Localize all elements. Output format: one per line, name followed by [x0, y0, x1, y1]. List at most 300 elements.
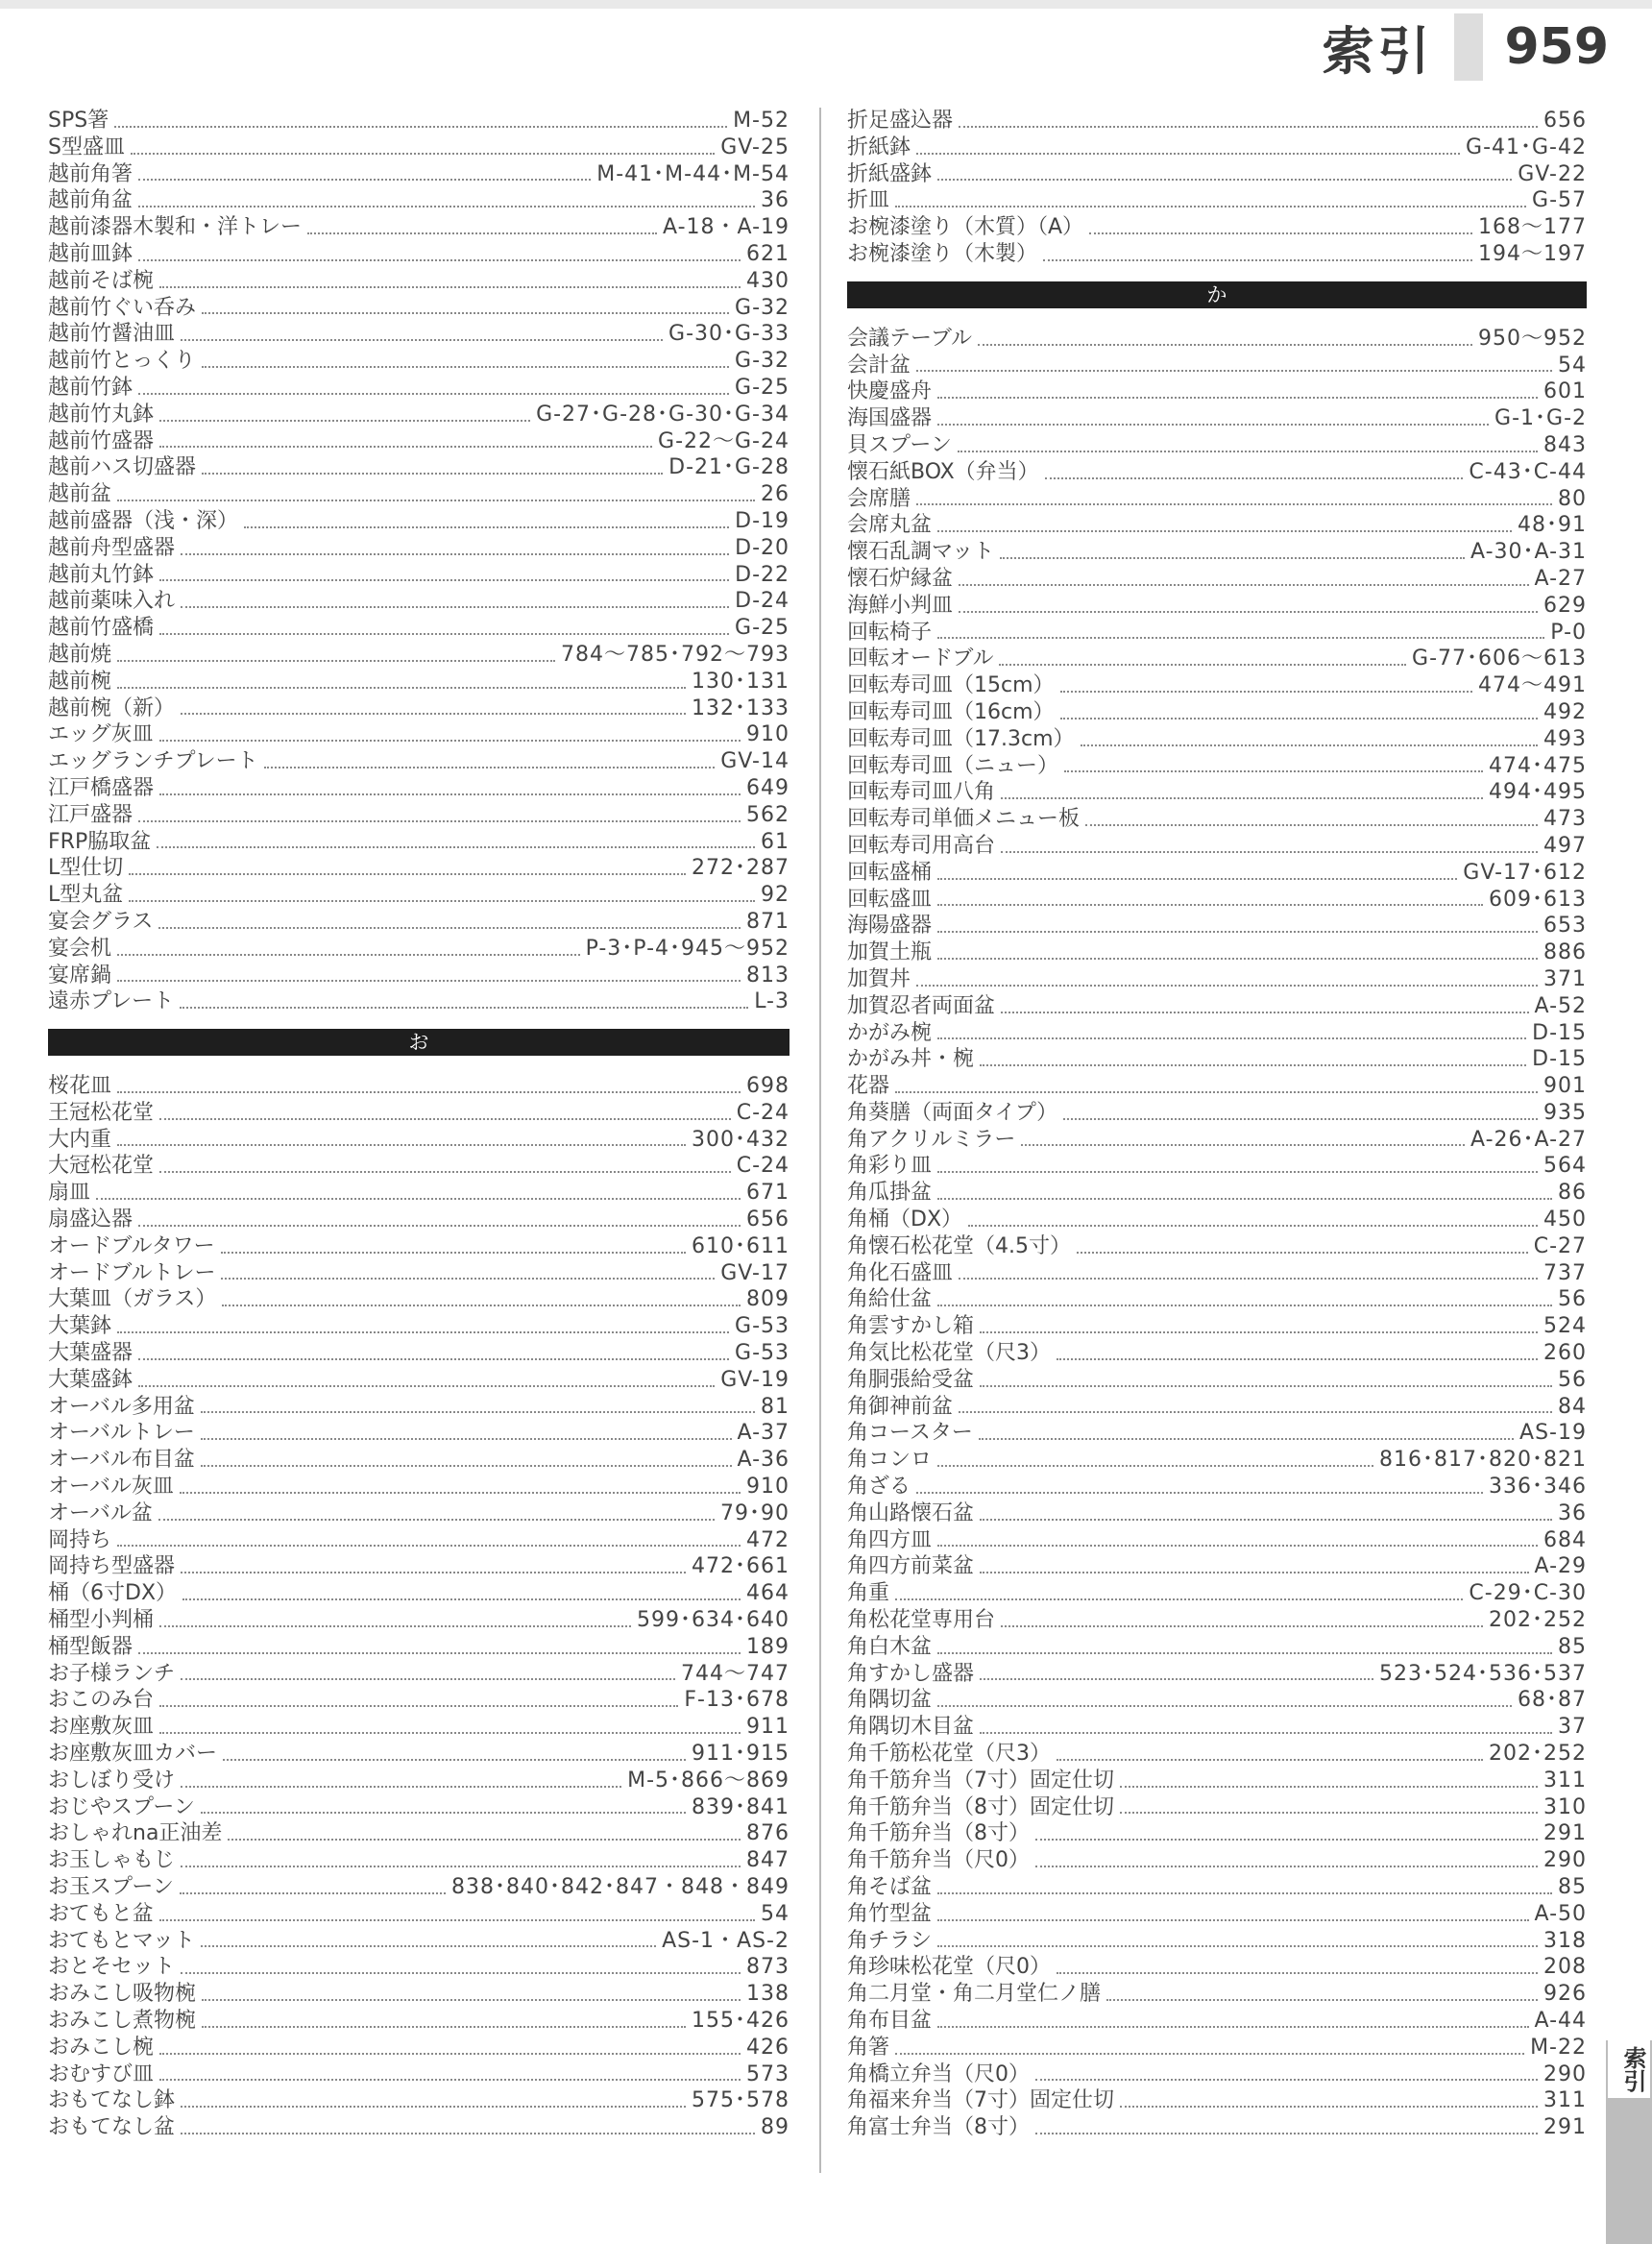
entry-page-ref: C-29･C-30 [1469, 1581, 1587, 1606]
index-entry [847, 887, 1587, 914]
entry-name: 越前竹丸鉢 [48, 402, 155, 427]
entry-name: 江戸橋盛器 [48, 775, 155, 800]
entry-name: 越前丸竹鉢 [48, 562, 155, 587]
entry-page-ref: G-53 [735, 1314, 790, 1339]
entry-name: 桶型飯器 [48, 1634, 134, 1659]
entry-page-ref: 26 [761, 482, 790, 507]
entry-name: 越前焼 [48, 642, 112, 667]
index-entry [847, 1153, 1587, 1180]
leader-dots [959, 1278, 1538, 1280]
entry-page-ref: 130･131 [692, 669, 790, 694]
leader-dots [937, 931, 1538, 933]
index-entry [48, 375, 790, 402]
entry-page-ref: 85 [1558, 1875, 1587, 1899]
index-entry [847, 2035, 1587, 2061]
index-entry [48, 1901, 790, 1928]
index-entry [847, 1447, 1587, 1474]
entry-name: 折紙鉢 [847, 134, 911, 159]
entry-name: 角松花堂専用台 [847, 1608, 996, 1633]
leader-dots [202, 2026, 686, 2028]
leader-dots [1060, 691, 1472, 693]
entry-page-ref: 291 [1543, 2115, 1587, 2140]
entry-page-ref: D-20 [735, 535, 790, 560]
leader-dots [138, 1358, 729, 1360]
entry-page-ref: 37 [1558, 1715, 1587, 1740]
leader-dots [182, 1598, 741, 1600]
entry-page-ref: 935 [1543, 1100, 1587, 1125]
leader-dots [1035, 1839, 1538, 1841]
entry-name: 会席膳 [847, 486, 911, 511]
leader-dots [937, 904, 1483, 906]
entry-name: おしゃれna正油差 [48, 1821, 223, 1846]
entry-page-ref: 472･661 [692, 1554, 790, 1579]
leader-dots [223, 1759, 686, 1761]
entry-name: 加賀丼 [847, 966, 911, 991]
entry-page-ref: 61 [761, 829, 790, 854]
leader-dots [980, 1519, 1552, 1521]
entry-page-ref: 911･915 [692, 1742, 790, 1767]
leader-dots [959, 1411, 1552, 1413]
index-entry [48, 1420, 790, 1447]
leader-dots [117, 687, 686, 689]
entry-name: 扇盛込器 [48, 1207, 134, 1232]
entry-name: 宴会机 [48, 936, 112, 961]
index-entry [847, 939, 1587, 966]
entry-name: 角チラシ [847, 1928, 933, 1953]
index-entry [847, 1127, 1587, 1154]
leader-dots [307, 232, 657, 234]
entry-name: 越前盆 [48, 482, 112, 507]
entry-name: 角葵膳（両面タイプ） [847, 1100, 1058, 1125]
entry-name: 角化石盛皿 [847, 1260, 954, 1285]
leader-dots [937, 1652, 1552, 1654]
index-entry [847, 486, 1587, 513]
index-entry [48, 748, 790, 775]
entry-name: 大葉皿（ガラス） [48, 1287, 217, 1312]
index-entry [48, 134, 790, 161]
leader-dots [978, 344, 1472, 346]
entry-page-ref: 84 [1558, 1394, 1587, 1419]
leader-dots [916, 370, 1552, 372]
entry-page-ref: 194～197 [1478, 241, 1587, 266]
index-entry [847, 1100, 1587, 1127]
entry-page-ref: 54 [1558, 353, 1587, 378]
entry-name: 角箸 [847, 2035, 890, 2060]
index-entry [48, 1313, 790, 1340]
entry-name: 越前角盆 [48, 188, 134, 213]
entry-page-ref: 85 [1558, 1634, 1587, 1659]
section-header-o: お [48, 1029, 790, 1056]
entry-name: 大冠松花堂 [48, 1154, 155, 1179]
entry-page-ref: 336･346 [1489, 1475, 1587, 1500]
leader-dots [937, 637, 1544, 639]
leader-dots [159, 1171, 731, 1173]
index-entry [847, 1874, 1587, 1901]
leader-dots [244, 526, 729, 528]
header-divider [1454, 13, 1483, 81]
entry-page-ref: A-29 [1534, 1554, 1587, 1579]
entry-page-ref: 950～952 [1478, 326, 1587, 351]
leader-dots [937, 1198, 1552, 1200]
leader-dots [1021, 1144, 1465, 1146]
leader-dots [937, 179, 1512, 181]
index-entry [48, 2035, 790, 2061]
index-entry [48, 1847, 790, 1874]
leader-dots [180, 1007, 748, 1009]
entry-page-ref: 684 [1543, 1527, 1587, 1552]
entry-page-ref: GV-22 [1518, 161, 1587, 186]
leader-dots [201, 1438, 732, 1440]
index-entry [48, 268, 790, 295]
entry-page-ref: 784～785･792～793 [561, 642, 790, 667]
index-entry [48, 1180, 790, 1207]
right-entries-ka [847, 326, 1587, 2141]
entry-name: おてもと盆 [48, 1901, 154, 1926]
entry-page-ref: 474～491 [1478, 673, 1587, 698]
entry-page-ref: 573 [746, 2061, 790, 2086]
entry-page-ref: 472 [746, 1527, 790, 1552]
leader-dots [159, 1118, 731, 1120]
entry-name: 角気比松花堂（尺3） [847, 1341, 1051, 1366]
entry-name: 回転オードブル [847, 646, 994, 671]
index-entry [48, 1661, 790, 1688]
entry-name: 岡持ち [48, 1527, 112, 1552]
entry-page-ref: AS-1・AS-2 [662, 1928, 790, 1953]
entry-page-ref: 621 [746, 241, 790, 266]
index-entry [48, 1607, 790, 1634]
entry-name: エッグランチプレート [48, 749, 258, 774]
leader-dots [181, 1972, 741, 1974]
leader-dots [980, 1678, 1373, 1680]
entry-page-ref: G-53 [735, 1341, 790, 1366]
entry-page-ref: G-32 [735, 295, 790, 320]
entry-name: 回転寿司単価メニュー板 [847, 807, 1081, 832]
entry-name: 角千筋弁当（7寸）固定仕切 [847, 1768, 1114, 1793]
index-entry [48, 2114, 790, 2141]
entry-name: 角富士弁当（8寸） [847, 2115, 1030, 2140]
entry-name: 角懐石松花堂（4.5寸） [847, 1233, 1071, 1258]
entry-page-ref: GV-14 [720, 749, 790, 774]
entry-page-ref: 48･91 [1518, 513, 1587, 538]
index-entry [847, 1954, 1587, 1981]
entry-page-ref: 494･495 [1489, 780, 1587, 805]
entry-name: おてもとマット [48, 1928, 195, 1953]
entry-page-ref: 497 [1543, 833, 1587, 858]
leader-dots [157, 846, 755, 848]
index-entry [48, 241, 790, 268]
entry-page-ref: F-13･678 [684, 1688, 790, 1713]
entry-page-ref: 54 [761, 1901, 790, 1926]
leader-dots [159, 2053, 741, 2055]
entry-page-ref: 601 [1543, 379, 1587, 404]
entry-page-ref: 609･613 [1489, 887, 1587, 912]
entry-name: 角千筋弁当（8寸） [847, 1821, 1030, 1846]
entry-name: 懐石紙BOX（弁当） [847, 459, 1039, 484]
leader-dots [1057, 1759, 1483, 1761]
leader-dots [937, 424, 1489, 426]
index-entry [48, 1874, 790, 1901]
entry-page-ref: 524 [1543, 1314, 1587, 1339]
entry-name: 桶型小判桶 [48, 1608, 155, 1633]
index-entry [48, 161, 790, 188]
index-entry [847, 1768, 1587, 1794]
entry-page-ref: 816･817･820･821 [1379, 1448, 1587, 1473]
entry-page-ref: A-27 [1534, 566, 1587, 591]
entry-page-ref: 310 [1543, 1794, 1587, 1819]
index-entry [48, 1714, 790, 1741]
entry-name: 回転寿司用高台 [847, 833, 996, 858]
index-entry [847, 353, 1587, 379]
leader-dots [1057, 1358, 1538, 1360]
entry-name: 越前舟型盛器 [48, 535, 176, 560]
entry-name: 角白木盆 [847, 1634, 933, 1659]
entry-page-ref: 318 [1543, 1928, 1587, 1953]
index-entry [48, 1286, 790, 1313]
entry-page-ref: 80 [1558, 486, 1587, 511]
entry-page-ref: G-41･G-42 [1466, 134, 1587, 159]
entry-name: 越前皿鉢 [48, 241, 134, 266]
leader-dots [264, 767, 716, 768]
entry-name: 海鮮小判皿 [847, 593, 954, 618]
leader-dots [201, 1465, 732, 1467]
leader-dots [937, 1919, 1528, 1921]
entry-name: 越前竹鉢 [48, 375, 134, 400]
leader-dots [958, 451, 1538, 452]
leader-dots [138, 259, 741, 261]
index-entry [847, 2061, 1587, 2088]
leader-dots [221, 1252, 686, 1254]
leader-dots [181, 606, 729, 608]
leader-dots [895, 2053, 1524, 2055]
leader-dots [138, 820, 741, 822]
index-entry [847, 1687, 1587, 1714]
entry-name: 回転寿司皿（ニュー） [847, 753, 1059, 778]
entry-name: 越前竹ぐい呑み [48, 295, 197, 320]
entry-name: おとそセット [48, 1955, 176, 1980]
page-title: 索引 [1322, 19, 1434, 82]
leader-dots [937, 530, 1512, 532]
index-entry [48, 1447, 790, 1474]
leader-dots [222, 1305, 741, 1306]
leader-dots [181, 1678, 675, 1680]
leader-dots [937, 397, 1538, 399]
index-entry [847, 726, 1587, 753]
entry-page-ref: C-27 [1533, 1233, 1587, 1258]
entry-name: L型仕切 [48, 856, 124, 881]
entry-page-ref: M-52 [733, 109, 790, 133]
entry-page-ref: M-22 [1530, 2035, 1587, 2060]
index-entry [847, 1286, 1587, 1313]
leader-dots [201, 1945, 656, 1947]
leader-dots [158, 927, 741, 929]
index-entry [847, 512, 1587, 539]
entry-page-ref: 671 [746, 1181, 790, 1206]
index-entry [48, 1634, 790, 1661]
index-entry [847, 1714, 1587, 1741]
entry-page-ref: 653 [1543, 914, 1587, 939]
leader-dots [916, 985, 1538, 987]
entry-page-ref: 493 [1543, 726, 1587, 751]
entry-page-ref: 629 [1543, 593, 1587, 618]
leader-dots [1120, 2106, 1538, 2108]
entry-name: おみこし椀 [48, 2035, 155, 2060]
index-entry [847, 326, 1587, 353]
entry-page-ref: GV-19 [720, 1367, 790, 1392]
entry-page-ref: GV-25 [720, 134, 790, 159]
leader-dots [895, 206, 1526, 207]
entry-name: 角隅切盆 [847, 1688, 933, 1713]
entry-page-ref: 189 [746, 1634, 790, 1659]
leader-dots [937, 1705, 1512, 1707]
leader-dots [937, 1305, 1552, 1306]
index-entry [48, 295, 790, 322]
entry-name: 越前竹盛器 [48, 428, 155, 453]
entry-name: 懐石炉縁盆 [847, 566, 954, 591]
index-entry [847, 646, 1587, 672]
leader-dots [180, 1492, 741, 1494]
entry-name: 角千筋弁当（8寸）固定仕切 [847, 1794, 1114, 1819]
index-entry [48, 402, 790, 428]
leader-dots [202, 366, 729, 368]
entry-name: オーバルトレー [48, 1421, 195, 1446]
leader-dots [180, 1892, 446, 1894]
entry-name: 大葉盛鉢 [48, 1367, 134, 1392]
leader-dots [895, 1598, 1463, 1600]
index-entry [847, 1367, 1587, 1394]
index-entry [847, 214, 1587, 241]
entry-page-ref: G-25 [735, 375, 790, 400]
index-entry [48, 1394, 790, 1421]
entry-page-ref: 371 [1543, 966, 1587, 991]
index-entry [48, 2061, 790, 2088]
entry-page-ref: P-3･P-4･945～952 [585, 936, 790, 961]
entry-name: 海陽盛器 [847, 914, 933, 939]
entry-name: 桶（6寸DX） [48, 1581, 178, 1606]
index-entry [847, 1981, 1587, 2008]
entry-page-ref: G-30･G-33 [668, 322, 790, 347]
leader-dots [1000, 557, 1465, 559]
leader-dots [138, 206, 755, 207]
entry-page-ref: C-43･C-44 [1469, 459, 1587, 484]
leader-dots [1001, 1625, 1483, 1627]
index-entry [48, 1153, 790, 1180]
leader-dots [138, 1652, 741, 1654]
index-entry [847, 1073, 1587, 1100]
leader-dots [181, 1572, 686, 1573]
entry-name: 越前竹盛橋 [48, 616, 155, 641]
index-entry [48, 588, 790, 615]
entry-name: 角アクリルミラー [847, 1127, 1016, 1152]
entry-name: 越前角箸 [48, 161, 134, 186]
entry-page-ref: D-15 [1532, 1047, 1587, 1072]
entry-name: 角隅切木目盆 [847, 1715, 975, 1740]
leader-dots [159, 446, 652, 448]
entry-page-ref: 871 [746, 909, 790, 934]
entry-name: 扇皿 [48, 1181, 91, 1206]
index-entry [847, 108, 1587, 134]
index-entry [48, 1367, 790, 1394]
entry-name: 越前盛器（浅・深） [48, 508, 239, 533]
leader-dots [138, 179, 591, 181]
entry-page-ref: 208 [1543, 1955, 1587, 1980]
leader-dots [937, 2026, 1528, 2028]
index-entry [847, 1394, 1587, 1421]
index-entry [48, 562, 790, 589]
entry-name: 角コースター [847, 1421, 973, 1446]
entry-page-ref: G-27･G-28･G-30･G-34 [536, 402, 790, 427]
index-entry [48, 802, 790, 829]
index-entry [847, 241, 1587, 268]
entry-page-ref: G-22～G-24 [658, 428, 790, 453]
leader-dots [980, 1732, 1552, 1734]
leader-dots [117, 980, 741, 982]
index-entry [847, 593, 1587, 620]
entry-page-ref: 132･133 [692, 695, 790, 720]
entry-name: 越前竹とっくり [48, 349, 196, 374]
entry-name: おじやスプーン [48, 1794, 195, 1819]
leader-dots [1035, 2079, 1538, 2081]
entry-name: 懐石乱調マット [847, 540, 995, 565]
entry-name: 加賀忍者両面盆 [847, 993, 996, 1018]
right-entries-top [847, 108, 1587, 268]
index-side-tab-label: 索引 [1608, 2040, 1650, 2098]
leader-dots [1120, 1786, 1538, 1788]
index-entry [847, 405, 1587, 432]
entry-page-ref: 813 [746, 963, 790, 988]
entry-name: おみこし吸物椀 [48, 1982, 197, 2007]
entry-name: かがみ丼・椀 [847, 1047, 975, 1072]
entry-page-ref: 464 [746, 1581, 790, 1606]
leader-dots [959, 611, 1538, 613]
entry-name: 角そば盆 [847, 1875, 933, 1899]
entry-name: 加賀土瓶 [847, 940, 933, 965]
entry-page-ref: 202･252 [1489, 1742, 1587, 1767]
entry-page-ref: GV-17･612 [1463, 860, 1587, 885]
index-entry [847, 566, 1587, 593]
leader-dots [1063, 1118, 1538, 1120]
leader-dots [159, 633, 729, 635]
index-entry [48, 214, 790, 241]
leader-dots [117, 500, 755, 501]
entry-page-ref: 36 [1558, 1500, 1587, 1525]
entry-name: お椀漆塗り（木製） [847, 241, 1038, 266]
index-entry [48, 1768, 790, 1794]
leader-dots [937, 1465, 1373, 1467]
leader-dots [159, 1625, 631, 1627]
entry-name: おしぼり受け [48, 1768, 176, 1793]
index-entry [847, 1020, 1587, 1047]
entry-name: 角竹型盆 [847, 1901, 933, 1926]
entry-name: 回転盛皿 [847, 887, 933, 912]
entry-page-ref: 656 [746, 1207, 790, 1232]
entry-page-ref: AS-19 [1519, 1421, 1587, 1446]
index-entry [48, 1207, 790, 1233]
entry-name: お座敷灰皿 [48, 1715, 155, 1740]
entry-name: 角瓜掛盆 [847, 1181, 933, 1206]
index-entry [48, 775, 790, 802]
leader-dots [1045, 477, 1464, 479]
entry-page-ref: 290 [1543, 1848, 1587, 1873]
entry-name: 角コンロ [847, 1448, 933, 1473]
index-entry [48, 348, 790, 375]
index-entry [847, 1527, 1587, 1554]
entry-name: 越前そば椀 [48, 268, 155, 293]
entry-page-ref: 610･611 [692, 1233, 790, 1258]
leader-dots [202, 473, 663, 475]
entry-name: 越前椀 [48, 669, 112, 694]
leader-dots [980, 1572, 1528, 1573]
index-entry [847, 966, 1587, 993]
